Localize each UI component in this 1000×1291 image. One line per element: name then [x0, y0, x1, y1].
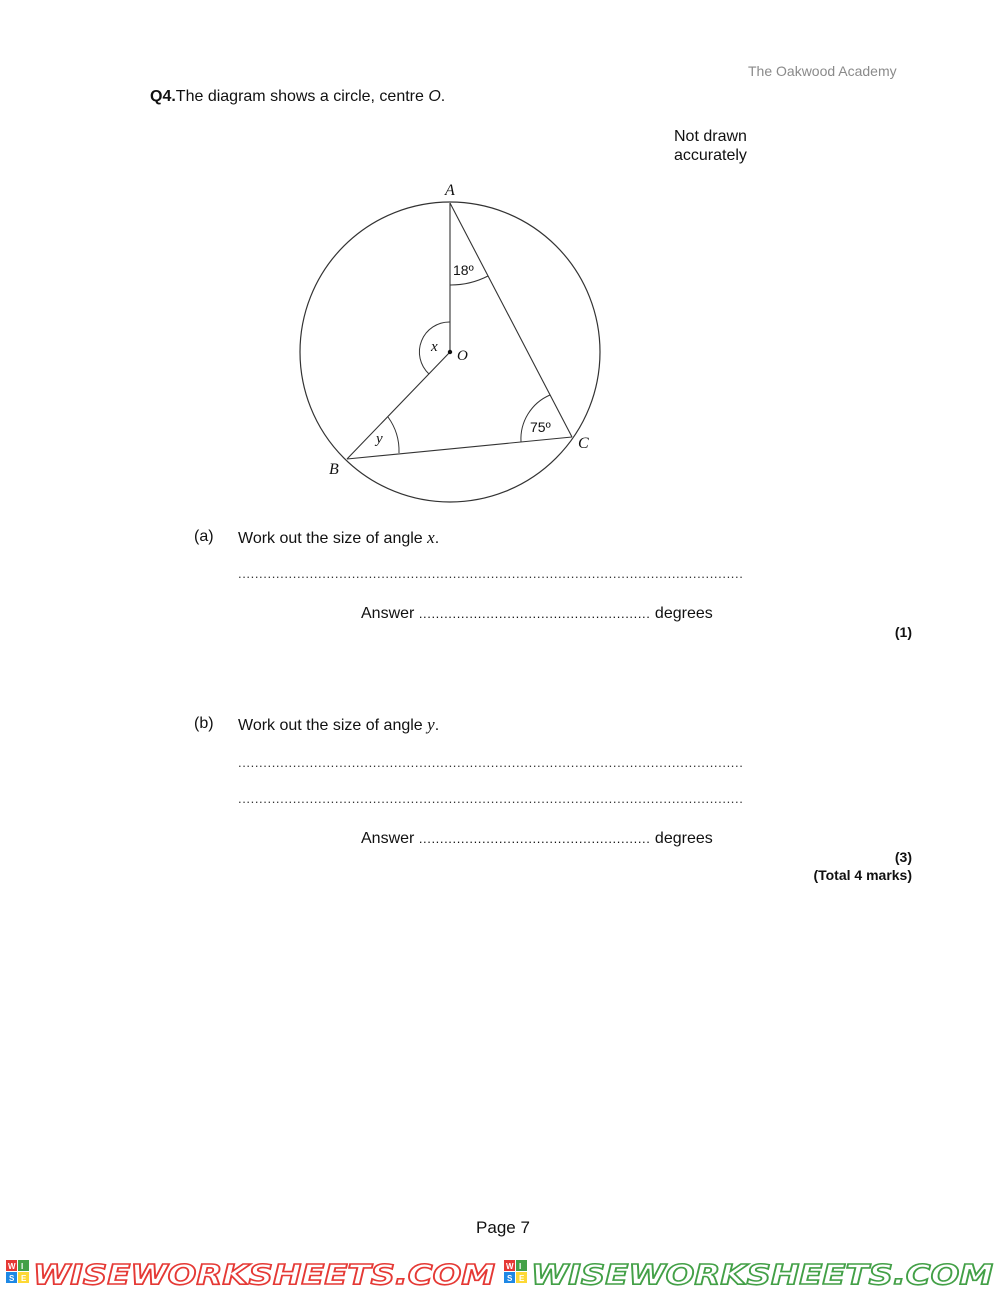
part-b-question — [238, 715, 439, 735]
banner-logo-2-s: S — [507, 1274, 513, 1283]
centre-point — [448, 350, 452, 354]
note-line-2: accurately — [674, 147, 747, 164]
part-a-question — [238, 528, 439, 548]
label-angle-c: 75º — [530, 419, 551, 435]
part-a-working-line[interactable]: ........................................................................................................................ — [238, 566, 744, 581]
not-drawn-note — [674, 127, 784, 165]
banner-text-2: WISEWORKSHEETS.COM — [531, 1258, 994, 1291]
label-c: C — [578, 435, 589, 452]
part-b-unit: degrees — [654, 830, 713, 847]
part-a-answer-label: Answer — [361, 605, 415, 622]
question-centre: O — [428, 88, 441, 105]
part-b-var: y — [427, 715, 435, 734]
circle-diagram — [290, 175, 620, 515]
total-marks: (Total 4 marks) — [813, 867, 912, 883]
label-a: A — [445, 182, 455, 199]
arc-angle-y — [388, 417, 399, 453]
part-b-answer-label: Answer — [361, 830, 415, 847]
part-a-text: Work out the size of angle — [238, 530, 428, 547]
school-name: The Oakwood Academy — [748, 63, 897, 79]
label-o: O — [457, 348, 468, 364]
banner-logo-1 — [6, 1260, 29, 1283]
part-b-working-line-2[interactable]: ........................................................................................................................ — [238, 791, 744, 806]
part-a-marks: (1) — [894, 624, 912, 640]
label-angle-x: x — [431, 339, 438, 355]
label-b: B — [329, 461, 339, 478]
question-end: . — [440, 88, 446, 105]
banner-logo-1-w: W — [8, 1262, 16, 1271]
banner-logo-1-i: I — [21, 1262, 24, 1271]
banner-logo-2 — [504, 1260, 527, 1283]
label-angle-y: y — [376, 431, 383, 447]
chord-ac — [450, 203, 572, 437]
question-number: Q4. — [150, 88, 176, 105]
part-b-label: (b) — [194, 715, 214, 732]
part-b-end: . — [434, 717, 440, 734]
wiseworksheets-banner — [0, 1255, 1000, 1291]
banner-logo-2-e: E — [519, 1274, 525, 1283]
part-a-end: . — [434, 530, 440, 547]
question-text: The diagram shows a circle, centre — [175, 88, 429, 105]
banner-logo-2-i: I — [519, 1262, 522, 1271]
part-a-answer-dots[interactable]: ....................................................... — [418, 606, 651, 621]
banner-logo-2-w: W — [506, 1262, 514, 1271]
part-a-unit: degrees — [654, 605, 713, 622]
banner-logo-1-s: S — [9, 1274, 15, 1283]
part-a-label: (a) — [194, 528, 214, 545]
banner-text-1: WISEWORKSHEETS.COM — [33, 1258, 496, 1291]
label-angle-a: 18º — [453, 262, 474, 278]
part-a-var: x — [427, 528, 435, 547]
part-a-answer[interactable] — [361, 605, 713, 623]
part-b-answer-dots[interactable]: ....................................................... — [418, 831, 651, 846]
page-number: Page 7 — [476, 1218, 530, 1237]
part-b-working-line-1[interactable]: ........................................................................................................................ — [238, 755, 744, 770]
note-line-1: Not drawn — [674, 128, 747, 145]
banner-logo-1-e: E — [21, 1274, 27, 1283]
question-title — [150, 88, 445, 106]
part-b-marks: (3) — [894, 849, 912, 865]
part-b-text: Work out the size of angle — [238, 717, 428, 734]
part-b-answer[interactable] — [361, 830, 713, 848]
